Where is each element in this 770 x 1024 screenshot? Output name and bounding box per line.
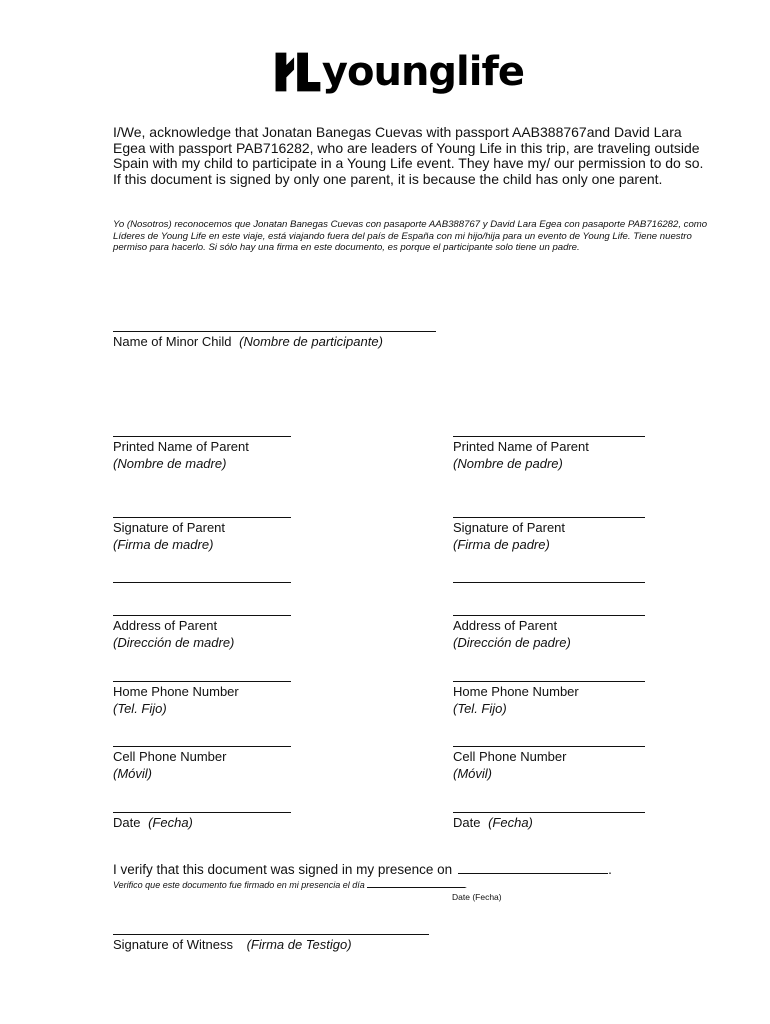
father-home-phone-label-es: (Tel. Fijo) [453,701,507,716]
verification-end-es: . [464,880,468,890]
mother-home-phone-field [113,665,291,717]
witness-signature-field [113,920,429,953]
mother-home-phone-blank[interactable] [113,681,291,682]
father-cell-phone-field [453,730,645,782]
father-date-label-es: (Fecha) [488,815,533,830]
mother-date-blank[interactable] [113,812,291,813]
minor-child-field [113,318,436,350]
mother-cell-phone-field [113,730,291,782]
mother-printed-name-blank[interactable] [113,436,291,437]
minor-child-label-es: (Nombre de participante) [239,334,383,349]
mother-date-field [113,796,291,831]
mother-printed-name-label-es: (Nombre de madre) [113,456,227,471]
father-signature-field [453,501,645,553]
father-address-blank[interactable] [453,615,645,616]
mother-signature-label-es: (Firma de madre) [113,537,214,552]
verification-date-label: Date (Fecha) [452,892,502,902]
verification-statement-es [113,880,467,890]
mother-home-phone-label-es: (Tel. Fijo) [113,701,167,716]
mother-home-phone-label: Home Phone Number [113,684,239,699]
father-address-label: Address of Parent [453,618,558,633]
verification-end: . [608,862,612,877]
verification-date-blank-es[interactable] [367,887,465,888]
mother-signature-blank[interactable] [113,517,291,518]
acknowledgement-spanish: Yo (Nosotros) reconocemos que Jonatan Banegas Cuevas con pasaporte AAB388767 y David Lara Egea con pasaporte PAB716282, como Líderes de Young Life en este viaje, está viajando fuera del país de España con mi hijo/hija para un evento de Young Life. Tiene nuestro permiso para hacerlo. Si sólo hay una firma en este documento, es porque el participante solo tiene un padre. [113,219,708,254]
mother-date-label-es: (Fecha) [148,815,193,830]
father-home-phone-blank[interactable] [453,681,645,682]
witness-signature-label: Signature of Witness [113,937,233,952]
mother-cell-phone-label: Cell Phone Number [113,749,227,764]
father-home-phone-field [453,665,645,717]
father-signature-label-es: (Firma de padre) [453,537,550,552]
father-signature-label: Signature of Parent [453,520,566,535]
father-printed-name-label-es: (Nombre de padre) [453,456,563,471]
father-cell-phone-label-es: (Móvil) [453,766,492,781]
younglife-mark-icon [274,45,322,99]
father-address-field [453,599,645,651]
mother-address-label-es: (Dirección de madre) [113,635,235,650]
verification-text: I verify that this document was signed in my presence on [113,862,453,877]
father-address-label-es: (Dirección de padre) [453,635,571,650]
mother-cell-phone-label-es: (Móvil) [113,766,152,781]
father-printed-name-label: Printed Name of Parent [453,439,589,454]
mother-cell-phone-blank[interactable] [113,746,291,747]
father-date-blank[interactable] [453,812,645,813]
mother-extra-line[interactable] [113,582,291,583]
witness-signature-label-es: (Firma de Testigo) [246,937,352,952]
witness-signature-blank[interactable] [113,934,429,935]
mother-address-label: Address of Parent [113,618,218,633]
father-date-label: Date [453,815,481,830]
minor-child-blank[interactable] [113,331,436,332]
father-cell-phone-blank[interactable] [453,746,645,747]
father-signature-blank[interactable] [453,517,645,518]
minor-child-label: Name of Minor Child [113,334,232,349]
mother-address-field [113,599,291,651]
father-cell-phone-label: Cell Phone Number [453,749,567,764]
younglife-logo [274,44,524,100]
mother-date-label: Date [113,815,141,830]
father-extra-line[interactable] [453,582,645,583]
father-printed-name-blank[interactable] [453,436,645,437]
father-home-phone-label: Home Phone Number [453,684,579,699]
verification-date-blank[interactable] [458,873,608,874]
mother-printed-name-label: Printed Name of Parent [113,439,249,454]
verification-text-es: Verifico que este documento fue firmado en mi presencia el día [113,880,365,890]
father-date-field [453,796,645,831]
younglife-wordmark: younglife [321,49,524,95]
mother-signature-field [113,501,291,553]
mother-printed-name-field [113,420,291,472]
mother-signature-label: Signature of Parent [113,520,226,535]
father-printed-name-field [453,420,645,472]
mother-address-blank[interactable] [113,615,291,616]
verification-statement [113,862,612,877]
acknowledgement-english: I/We, acknowledge that Jonatan Banegas Cuevas with passport AAB388767and David Lara Egea with passport PAB716282, who are leaders of Young Life in this trip, are traveling outside Spain with my child to participate in a Young Life event. They have my/ our permission to do so. If this document is signed by only one parent, it is because the child has only one parent. [113,124,704,187]
